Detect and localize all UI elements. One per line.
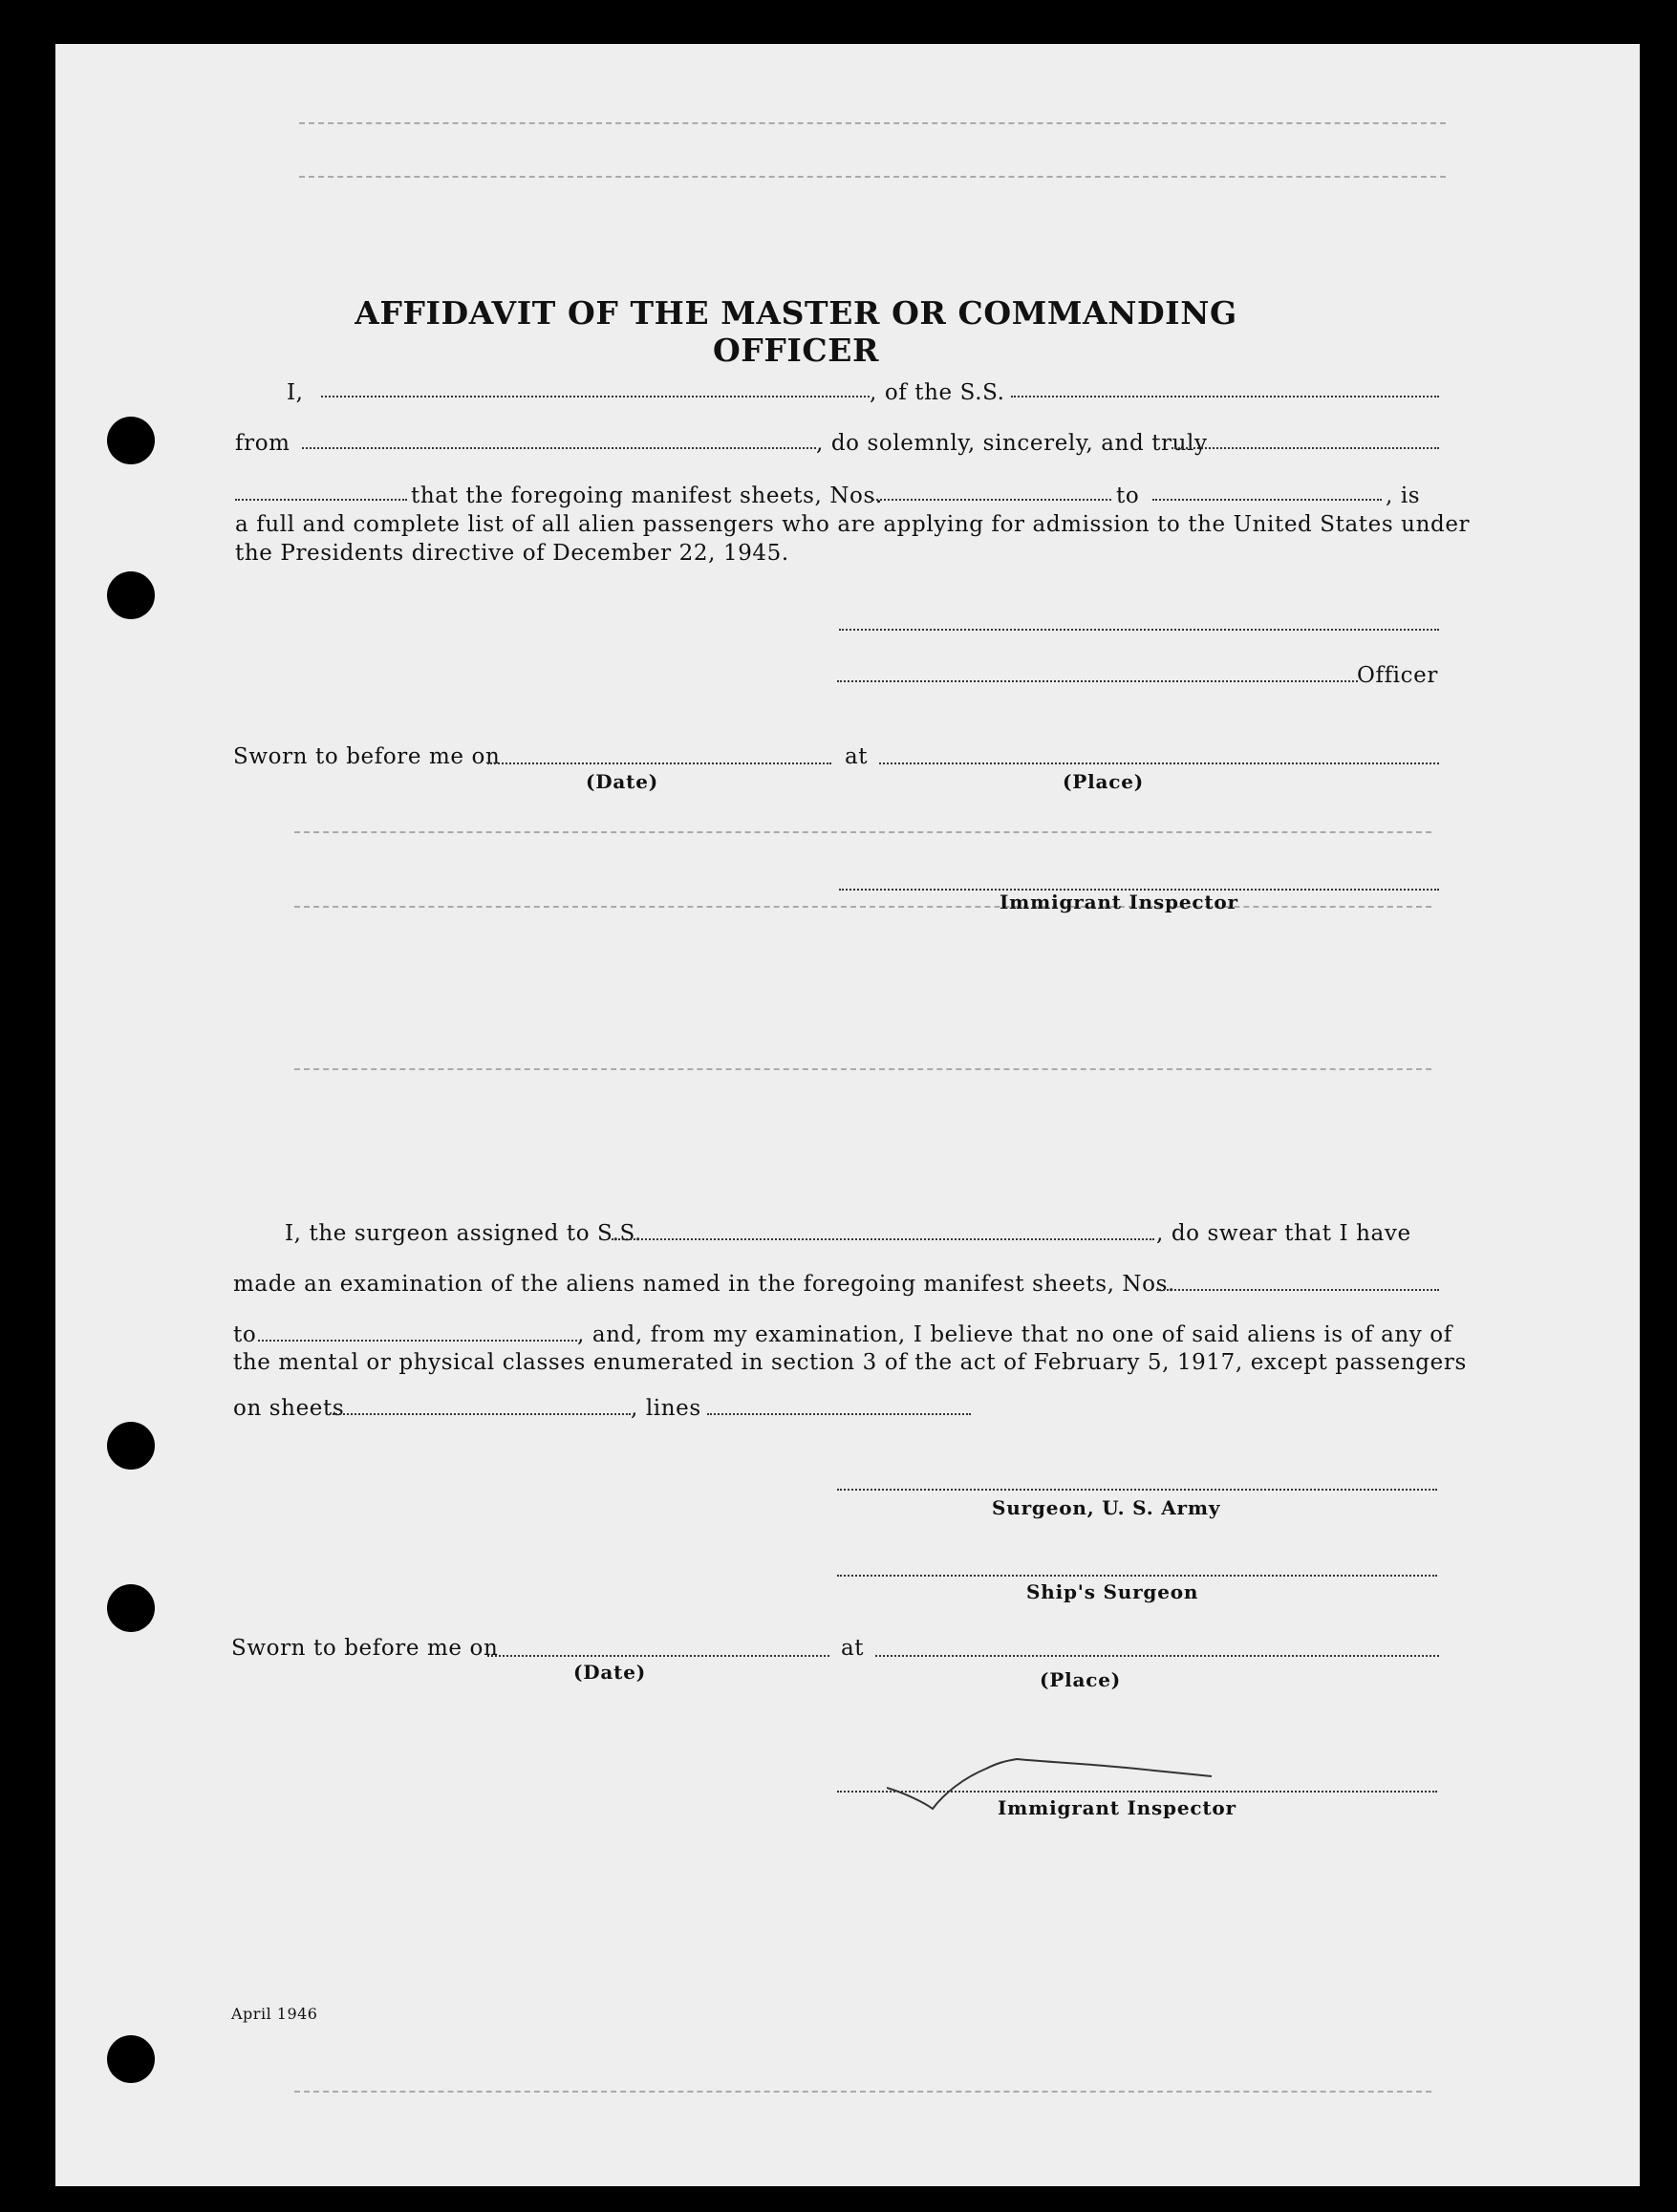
- officer-signature-line-2[interactable]: [837, 680, 1358, 682]
- punch-hole: [107, 417, 155, 464]
- officer-signature-line-1[interactable]: [839, 629, 1439, 631]
- army-surgeon-signature-line[interactable]: [837, 1489, 1437, 1491]
- bleed-line: [294, 831, 1431, 833]
- punch-hole: [107, 1422, 155, 1470]
- exam-sheets-from-field[interactable]: [1156, 1289, 1439, 1291]
- surgeon-to-label: to: [233, 1322, 257, 1347]
- manifest-from-field[interactable]: [872, 499, 1111, 501]
- swear-label: , do swear that I have: [1156, 1221, 1411, 1246]
- surgeon-date-caption: (Date): [573, 1661, 646, 1684]
- i-label: I,: [287, 380, 304, 405]
- bleed-line: [299, 122, 1446, 124]
- officer-label: Officer: [1357, 663, 1438, 688]
- bleed-line: [294, 906, 1431, 908]
- form-title: AFFIDAVIT OF THE MASTER OR COMMANDING OFFICER: [355, 294, 1237, 369]
- exam-sheets-to-field[interactable]: [258, 1340, 577, 1342]
- ships-surgeon-signature-line[interactable]: [837, 1575, 1437, 1577]
- sworn-place-field[interactable]: [879, 762, 1439, 764]
- place-caption: (Place): [1063, 770, 1145, 793]
- except-sheets-field[interactable]: [333, 1413, 631, 1415]
- surgeon-intro: I, the surgeon assigned to S.S.: [285, 1221, 642, 1246]
- date-caption: (Date): [586, 770, 658, 793]
- bleed-line: [299, 176, 1446, 178]
- belief-text: , and, from my examination, I believe that no one of said aliens is of any of: [577, 1322, 1452, 1347]
- punch-hole: [107, 1584, 155, 1632]
- surgeon-inspector-signature-line[interactable]: [837, 1791, 1437, 1793]
- full-list-text: a full and complete list of all alien passengers who are applying for admission to the United States under: [235, 512, 1471, 537]
- master-name-field[interactable]: [321, 396, 870, 397]
- of-ss-label: , of the S.S.: [870, 380, 1005, 405]
- army-surgeon-caption: Surgeon, U. S. Army: [992, 1496, 1221, 1519]
- surgeon-ship-field[interactable]: [612, 1238, 1154, 1240]
- manifest-to-field[interactable]: [1152, 499, 1382, 501]
- ships-surgeon-caption: Ship's Surgeon: [1026, 1580, 1199, 1603]
- from-label: from: [235, 431, 290, 456]
- punch-hole: [107, 571, 155, 619]
- on-sheets-label: on sheets: [233, 1396, 345, 1421]
- bleed-line: [294, 2091, 1431, 2093]
- classes-text: the mental or physical classes enumerated in section 3 of the act of February 5, 1917, except passengers: [233, 1350, 1467, 1375]
- solemnly-label: , do solemnly, sincerely, and truly: [816, 431, 1208, 456]
- lines-label: , lines: [631, 1396, 701, 1421]
- surgeon-place-caption: (Place): [1040, 1668, 1122, 1691]
- manifest-label: that the foregoing manifest sheets, Nos.: [411, 483, 883, 508]
- surgeon-sworn-place-field[interactable]: [875, 1655, 1439, 1657]
- except-lines-field[interactable]: [707, 1413, 971, 1415]
- oath-verb-field[interactable]: [1172, 447, 1439, 449]
- sworn-label: Sworn to before me on: [233, 744, 501, 769]
- surgeon-sworn-date-field[interactable]: [487, 1655, 829, 1657]
- ship-name-field[interactable]: [1011, 396, 1439, 397]
- surgeon-at-label: at: [841, 1636, 865, 1661]
- sworn-date-field[interactable]: [487, 762, 831, 764]
- from-port-field[interactable]: [302, 447, 816, 449]
- form-page: [55, 44, 1640, 2186]
- inspector-caption: Immigrant Inspector: [1000, 891, 1238, 913]
- oath-verb-field-cont[interactable]: [235, 499, 407, 501]
- punch-hole: [107, 2035, 155, 2083]
- examination-text: made an examination of the aliens named in the foregoing manifest sheets, Nos.: [233, 1272, 1175, 1297]
- directive-text: the Presidents directive of December 22, 1945.: [235, 541, 789, 566]
- is-label: , is: [1386, 483, 1421, 508]
- bleed-line: [294, 1068, 1431, 1070]
- footer-date: April 1946: [231, 2005, 318, 2023]
- to-label: to: [1116, 483, 1140, 508]
- at-label: at: [845, 744, 869, 769]
- surgeon-inspector-caption: Immigrant Inspector: [998, 1796, 1236, 1819]
- surgeon-sworn-label: Sworn to before me on: [231, 1636, 499, 1661]
